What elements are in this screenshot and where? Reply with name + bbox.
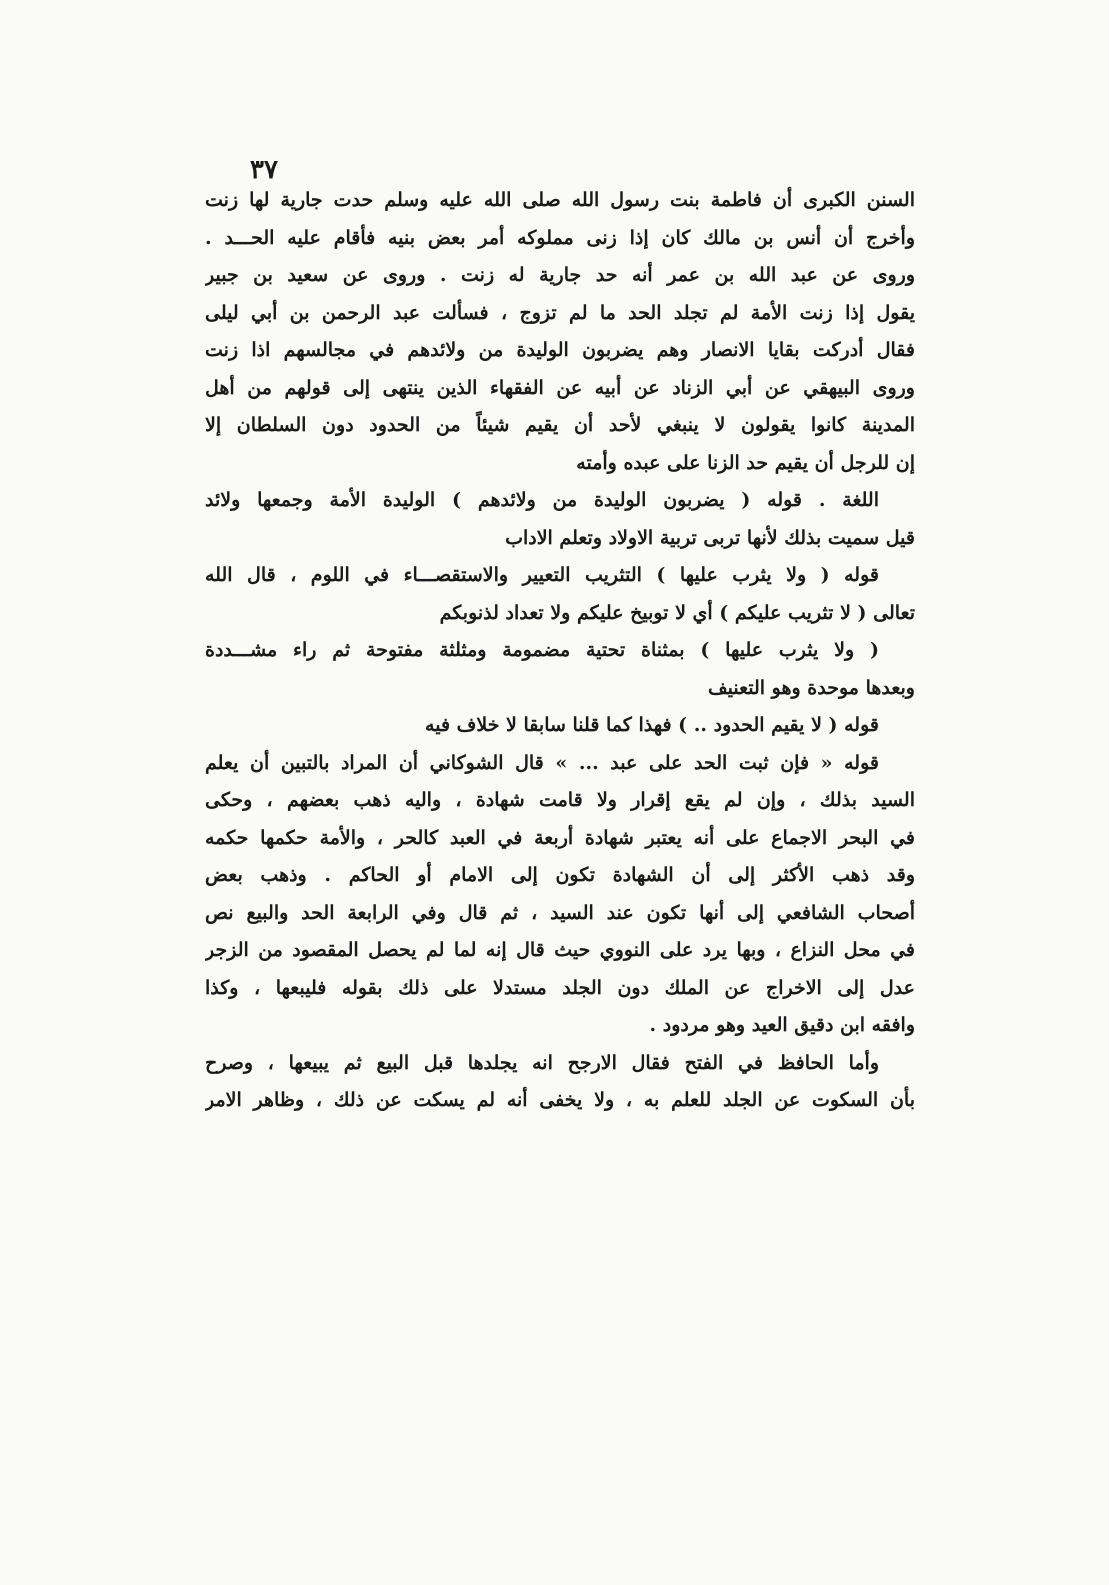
text-line: ( ولا يثرب عليها ) بمثناة تحتية مضمومة ومثلثة مفتوحة ثم راء مشـــددة [205, 639, 879, 661]
text-line: وقد ذهب الأكثر إلى أن الشهادة تكون إلى الامام أو الحاكم . وذهب بعض [205, 864, 915, 886]
text-line: عدل إلى الاخراج عن الملك دون الجلد مستدلا على ذلك بقوله فليبعها ، وكذا [205, 976, 915, 999]
text-line: المدينة كانوا يقولون لا ينبغي لأحد أن يقيم شيئاً من الحدود دون السلطان إلا [205, 414, 915, 436]
text-line: اللغة . قوله ( يضربون الوليدة من ولائدهم ) الوليدة الأمة وجمعها ولائد [205, 489, 879, 511]
text-line: في محل النزاع ، وبها يرد على النووي حيث قال إنه لما لم يحصل المقصود من الزجر [205, 939, 915, 961]
body-text [205, 182, 915, 1120]
page-number: ٣٧ [250, 155, 278, 185]
text-line: أصحاب الشافعي إلى أنها تكون عند السيد ، ثم قال وفي الرابعة الحد والبيع نص [205, 901, 915, 924]
text-line: قيل سميت بذلك لأنها تربى تربية الاولاد وتعلم الاداب [505, 526, 915, 549]
text-line: بأن السكوت عن الجلد للعلم به ، ولا يخفى أنه لم يسكت عن ذلك ، وظاهر الامر [205, 1089, 915, 1111]
text-line: وأخرج أن أنس بن مالك كان إذا زنى مملوكه أمر بعض بنيه فأقام عليه الحـــد . [205, 226, 915, 249]
text-line: يقول إذا زنت الأمة لم تجلد الحد ما لم تزوج ، فسألت عبد الرحمن بن أبي ليلى [205, 301, 915, 324]
text-line: السنن الكبرى أن فاطمة بنت رسول الله صلى الله عليه وسلم حدت جارية لها زنت [205, 189, 915, 211]
text-line: وبعدها موحدة وهو التعنيف [707, 676, 915, 699]
text-line: وافقه ابن دقيق العيد وهو مردود . [649, 1014, 915, 1036]
text-line: قوله ( لا يقيم الحدود .. ) فهذا كما قلنا سابقا لا خلاف فيه [425, 714, 879, 736]
text-line: في البحر الاجماع على أنه يعتبر شهادة أربعة في العبد كالحر ، والأمة حكمها حكمه [205, 826, 915, 849]
text-line: وروى البيهقي عن أبي الزناد عن أبيه عن الفقهاء الذين ينتهى إلى قولهم من أهل [205, 376, 915, 399]
text-line: فقال أدركت بقايا الانصار وهم يضربون الوليدة من ولائدهم في مجالسهم اذا زنت [205, 339, 915, 361]
text-line: تعالى ( لا تثريب عليكم ) أي لا توبيخ عليكم ولا تعداد لذنوبكم [439, 601, 915, 624]
text-line: قوله ( ولا يثرب عليها ) التثريب التعيير والاستقصـــاء في اللوم ، قال الله [205, 564, 879, 586]
text-line: وأما الحافظ في الفتح فقال الارجح انه يجلدها قبل البيع ثم يبيعها ، وصرح [205, 1051, 879, 1074]
text-line: إن للرجل أن يقيم حد الزنا على عبده وأمته [576, 451, 915, 474]
text-line: السيد بذلك ، وإن لم يقع إقرار ولا قامت شهادة ، واليه ذهب بعضهم ، وحكى [205, 789, 915, 811]
text-line: قوله « فإن ثبت الحد على عبد ... » قال الشوكاني أن المراد بالتبين أن يعلم [205, 751, 879, 774]
text-line: وروى عن عبد الله بن عمر أنه حد جارية له زنت . وروى عن سعيد بن جبير [205, 264, 915, 286]
